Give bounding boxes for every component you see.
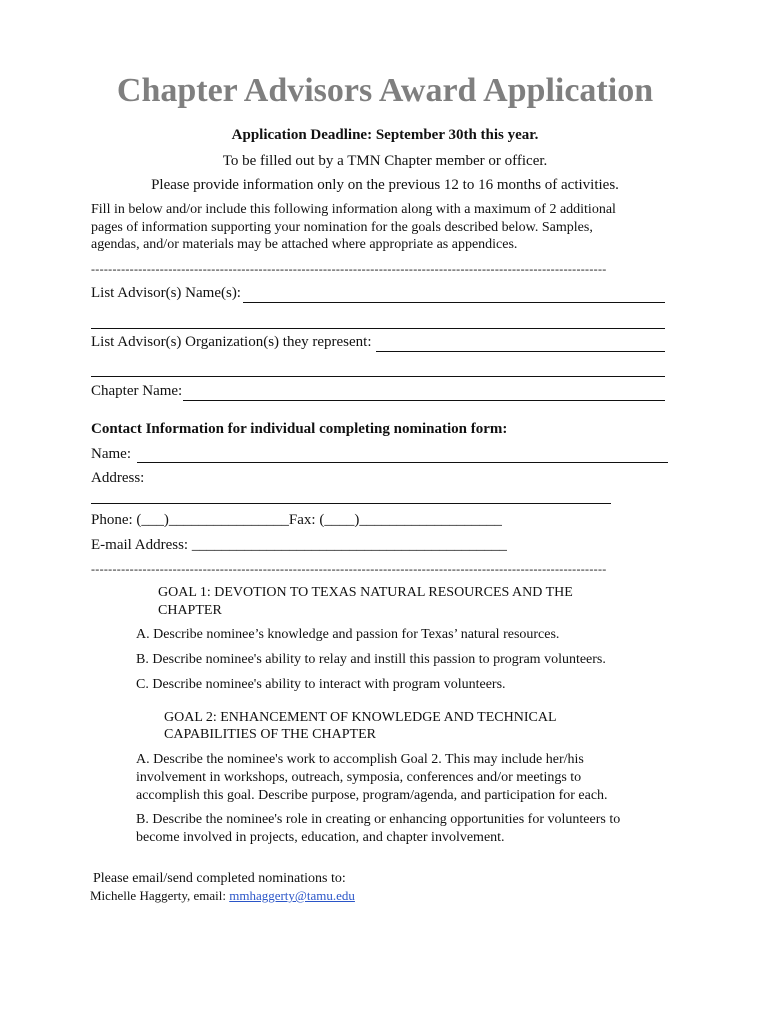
goal-2-item-a-line-3: accomplish this goal. Describe purpose, program/agenda, and participation for each. bbox=[136, 788, 608, 803]
separator-middle: ------------------------------------------------------------------------------------------------------------------------ bbox=[91, 562, 607, 576]
period-note: Please provide information only on the previous 12 to 16 months of activities. bbox=[151, 177, 619, 193]
send-nominations-note: Please email/send completed nominations to: bbox=[93, 871, 346, 886]
advisor-orgs-input-line[interactable] bbox=[376, 351, 665, 352]
application-deadline: Application Deadline: September 30th this year. bbox=[231, 127, 539, 143]
advisor-orgs-label: List Advisor(s) Organization(s) they represent: bbox=[91, 334, 372, 350]
email-address-field[interactable]: E-mail Address: __________________________________________ bbox=[91, 537, 507, 553]
chapter-name-input-line[interactable] bbox=[183, 400, 665, 401]
contact-name-label: Name: bbox=[91, 446, 131, 462]
advisor-orgs-input-line-2[interactable] bbox=[91, 376, 665, 377]
goal-2-title-line-2: CAPABILITIES OF THE CHAPTER bbox=[164, 727, 376, 742]
page-title: Chapter Advisors Award Application bbox=[116, 72, 654, 109]
contact-name-prefix: Michelle Haggerty, email: bbox=[90, 888, 226, 903]
instructions-line-1: Fill in below and/or include this following information along with a maximum of 2 additional bbox=[91, 202, 616, 217]
contact-heading: Contact Information for individual completing nomination form: bbox=[91, 421, 508, 437]
goal-1-item-c: C. Describe nominee's ability to interact with program volunteers. bbox=[136, 677, 506, 692]
contact-name-input-line[interactable] bbox=[137, 462, 668, 463]
separator-top: ------------------------------------------------------------------------------------------------------------------------ bbox=[91, 262, 607, 276]
goal-2-item-a-line-1: A. Describe the nominee's work to accomplish Goal 2. This may include her/his bbox=[136, 752, 584, 767]
goal-1-item-b: B. Describe nominee's ability to relay and instill this passion to program volunteers. bbox=[136, 652, 606, 667]
goal-1-title-line-1: GOAL 1: DEVOTION TO TEXAS NATURAL RESOURCES AND THE bbox=[158, 585, 573, 600]
contact-address-label: Address: bbox=[91, 470, 145, 486]
instructions-line-2: pages of information supporting your nomination for the goals described below. Samples, bbox=[91, 220, 593, 235]
contact-address-input-line[interactable] bbox=[91, 503, 611, 504]
chapter-name-label: Chapter Name: bbox=[91, 383, 183, 399]
goal-1-title-line-2: CHAPTER bbox=[158, 603, 222, 618]
phone-fax-fields[interactable]: Phone: (___)________________Fax: (____)___________________ bbox=[91, 512, 502, 528]
goal-2-title-line-1: GOAL 2: ENHANCEMENT OF KNOWLEDGE AND TECHNICAL bbox=[164, 710, 557, 725]
advisor-names-label: List Advisor(s) Name(s): bbox=[91, 285, 241, 301]
filled-by-note: To be filled out by a TMN Chapter member or officer. bbox=[222, 153, 548, 169]
advisor-names-input-line[interactable] bbox=[243, 302, 665, 303]
advisor-names-input-line-2[interactable] bbox=[91, 328, 665, 329]
goal-2-item-b-line-2: become involved in projects, education, and chapter involvement. bbox=[136, 830, 505, 845]
instructions-line-3: agendas, and/or materials may be attached where appropriate as appendices. bbox=[91, 237, 518, 252]
email-link[interactable]: mmhaggerty@tamu.edu bbox=[229, 888, 355, 903]
goal-2-item-a-line-2: involvement in workshops, outreach, symposia, conferences and/or meetings to bbox=[136, 770, 582, 785]
contact-line bbox=[90, 888, 355, 904]
goal-2-item-b-line-1: B. Describe the nominee's role in creating or enhancing opportunities for volunteers to bbox=[136, 812, 621, 827]
goal-1-item-a: A. Describe nominee’s knowledge and passion for Texas’ natural resources. bbox=[136, 627, 560, 642]
